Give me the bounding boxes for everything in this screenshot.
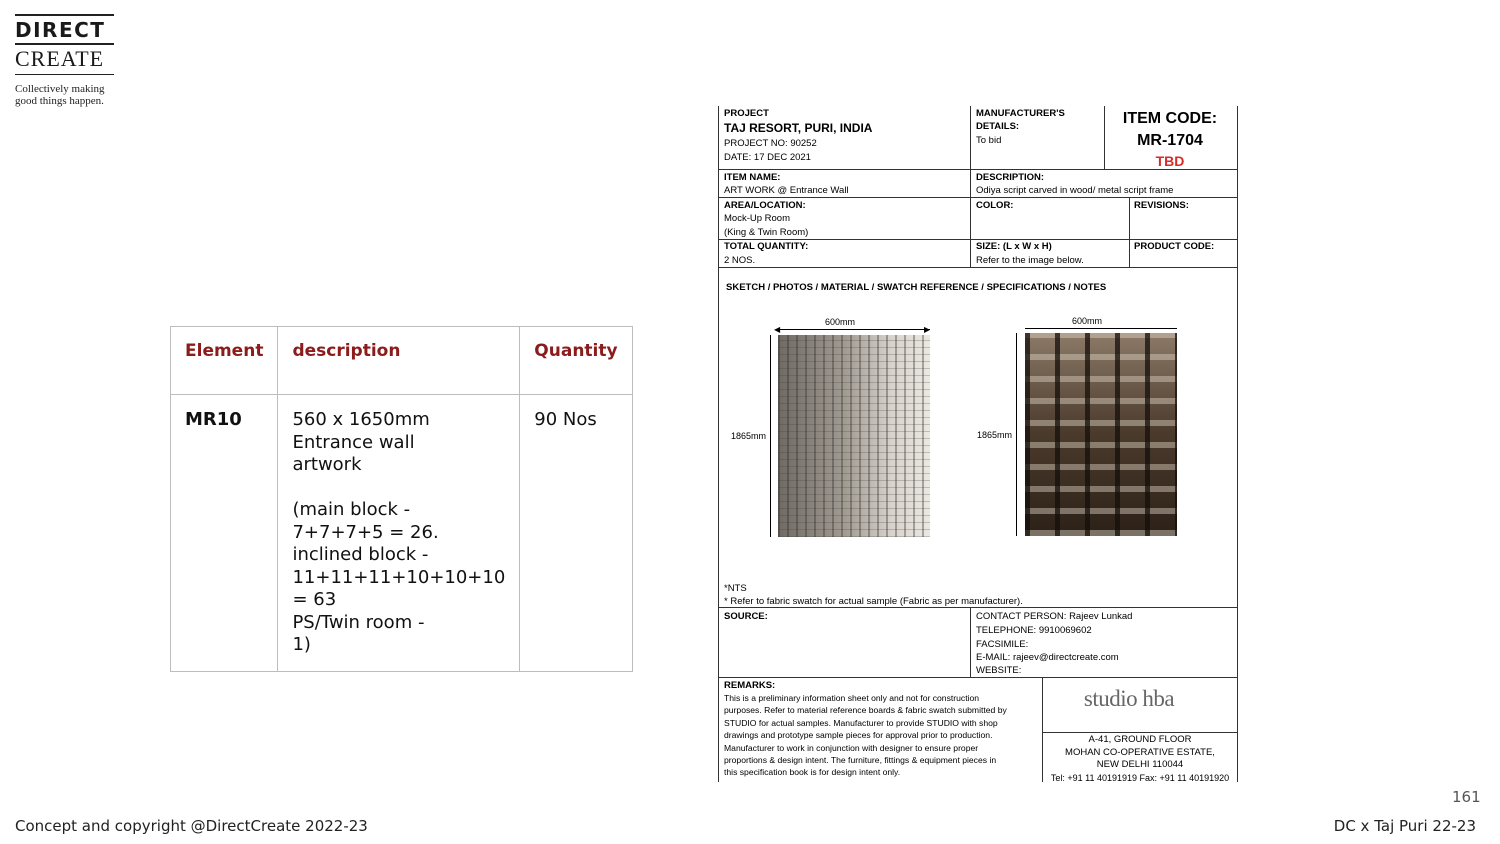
element-table (170, 326, 633, 672)
sheet-rule (718, 267, 1238, 268)
item-code-label: ITEM CODE: (1122, 110, 1218, 127)
remarks-line: proportions & design intent. The furniture, fittings & equipment pieces in (724, 755, 997, 766)
total-quantity: 2 NOS. (724, 255, 756, 266)
sheet-border-left (718, 106, 719, 782)
logo-word-direct: DIRECT (15, 18, 106, 42)
description-line: 560 x 1650mm (292, 409, 430, 430)
logo-tagline (15, 83, 117, 107)
remarks-label: REMARKS: (724, 680, 776, 691)
specification-sheet (718, 106, 1238, 782)
address-line: NEW DELHI 110044 (1096, 759, 1184, 770)
remarks-text (724, 692, 1007, 779)
product-code-label: PRODUCT CODE: (1134, 241, 1215, 252)
note-fabric-swatch: * Refer to fabric swatch for actual sample (Fabric as per manufacturer). (724, 596, 1023, 607)
revisions-label: REVISIONS: (1134, 200, 1189, 211)
size-value: Refer to the image below. (976, 255, 1084, 266)
sheet-rule (718, 677, 1238, 678)
source-label: SOURCE: (724, 611, 768, 622)
description-label: DESCRIPTION: (976, 172, 1045, 183)
address-line: MOHAN CO-OPERATIVE ESTATE, (1065, 746, 1215, 758)
manufacturer-value: To bid (976, 135, 1002, 146)
logo-bottom-rule (15, 74, 114, 75)
note-nts: *NTS (724, 583, 747, 594)
project-label: PROJECT (724, 108, 769, 119)
website: WEBSITE: (976, 665, 1022, 676)
address-line: A-41, GROUND FLOOR (1088, 734, 1192, 745)
contact-person: CONTACT PERSON: Rajeev Lunkad (976, 611, 1133, 622)
project-date: DATE: 17 DEC 2021 (724, 152, 811, 163)
header-element: Element (171, 327, 278, 395)
item-name-label: ITEM NAME: (724, 172, 781, 183)
footer-project: DC x Taj Puri 22-23 (1333, 817, 1476, 835)
item-status: TBD (1155, 153, 1185, 169)
description-line (292, 477, 505, 500)
sheet-rule (1042, 732, 1238, 733)
height-dimension-line (1016, 333, 1017, 536)
sheet-rule (718, 197, 1238, 198)
cell-quantity: 90 Nos (520, 395, 632, 672)
description-value: Odiya script carved in wood/ metal script frame (976, 185, 1174, 196)
logo-top-rule (15, 14, 114, 16)
element-table-header-row (171, 327, 633, 395)
logo-tagline-line2: good things happen. (15, 95, 104, 107)
remarks-line: this specification book is for design intent only. (724, 767, 901, 778)
width-dimension-label: 600mm (1072, 316, 1103, 326)
header-quantity: Quantity (520, 327, 632, 395)
total-quantity-label: TOTAL QUANTITY: (724, 241, 809, 252)
sheet-col-rule (970, 106, 971, 267)
manufacturer-label-2: DETAILS: (976, 121, 1020, 132)
description-line: Entrance wall (292, 431, 415, 453)
remarks-line: STUDIO for actual samples. Manufacturer to provide STUDIO with shop (724, 717, 998, 728)
sheet-col-rule (1129, 197, 1130, 267)
sheet-col-rule (970, 607, 971, 677)
description-line: 1) (292, 634, 311, 655)
area-line-1: Mock-Up Room (724, 213, 790, 224)
logo-word-create: CREATE (15, 46, 105, 71)
table-row (171, 395, 633, 672)
sketch-section-heading: SKETCH / PHOTOS / MATERIAL / SWATCH REFERENCE / SPECIFICATIONS / NOTES (726, 282, 1107, 293)
area-label: AREA/LOCATION: (724, 200, 806, 211)
telephone: TELEPHONE: 9910069602 (976, 625, 1092, 636)
arrow-left-icon: ◀ (774, 325, 781, 334)
sheet-border-right (1237, 106, 1238, 782)
remarks-line: Manufacturer to work in conjunction with designer to ensure proper (724, 742, 979, 753)
remarks-line: drawings and prototype sample pieces for approval prior to production. (724, 730, 993, 741)
color-label: COLOR: (976, 200, 1014, 211)
item-code: MR-1704 (1137, 132, 1203, 149)
description-line: PS/Twin room - (292, 611, 425, 633)
calligraphy-artwork-photo (778, 335, 930, 537)
description-line: 11+11+11+10+10+10 (292, 566, 506, 588)
description-line: inclined block - (292, 544, 429, 565)
item-code-block (1104, 108, 1236, 170)
logo-mid-rule (15, 43, 114, 45)
area-line-2: (King & Twin Room) (724, 227, 809, 238)
manufacturer-label: MANUFACTURER'S (976, 108, 1065, 119)
project-name: TAJ RESORT, PURI, INDIA (724, 121, 873, 135)
logo-tagline-line1: Collectively making (15, 83, 105, 95)
page-number: 161 (1452, 788, 1481, 806)
studio-hba-logo: studio hba (1083, 686, 1175, 711)
cell-element: MR10 (171, 395, 278, 672)
description-line: = 63 (292, 589, 337, 610)
height-dimension-line (770, 335, 771, 537)
height-dimension-label: 1865mm (977, 430, 1013, 440)
remarks-line: purposes. Refer to material reference boards & fabric swatch submitted by (724, 705, 1007, 716)
email: E-MAIL: rajeev@directcreate.com (976, 652, 1119, 663)
cell-description (278, 395, 520, 672)
width-dimension-line (778, 329, 930, 330)
direct-create-logo (15, 14, 117, 107)
address-line: Tel: +91 11 40191919 Fax: +91 11 40191920 (1050, 772, 1230, 783)
facsimile: FACSIMILE: (976, 639, 1029, 650)
footer-copyright: Concept and copyright @DirectCreate 2022-23 (15, 817, 368, 835)
metal-script-blocks-photo (1025, 333, 1177, 536)
size-label: SIZE: (L x W x H) (976, 241, 1052, 252)
project-number: PROJECT NO: 90252 (724, 138, 817, 149)
description-line: 7+7+7+5 = 26. (292, 521, 439, 543)
remarks-line: This is a preliminary information sheet only and not for construction (724, 693, 980, 703)
height-dimension-label: 1865mm (731, 431, 767, 441)
width-dimension-line (1025, 328, 1177, 329)
description-line: (main block - (292, 499, 411, 520)
width-dimension-label: 600mm (825, 317, 856, 327)
header-description: description (278, 327, 520, 395)
item-name: ART WORK @ Entrance Wall (724, 185, 849, 196)
arrow-right-icon: ▶ (924, 325, 931, 334)
studio-address (1042, 734, 1238, 784)
description-line: artwork (292, 454, 362, 475)
